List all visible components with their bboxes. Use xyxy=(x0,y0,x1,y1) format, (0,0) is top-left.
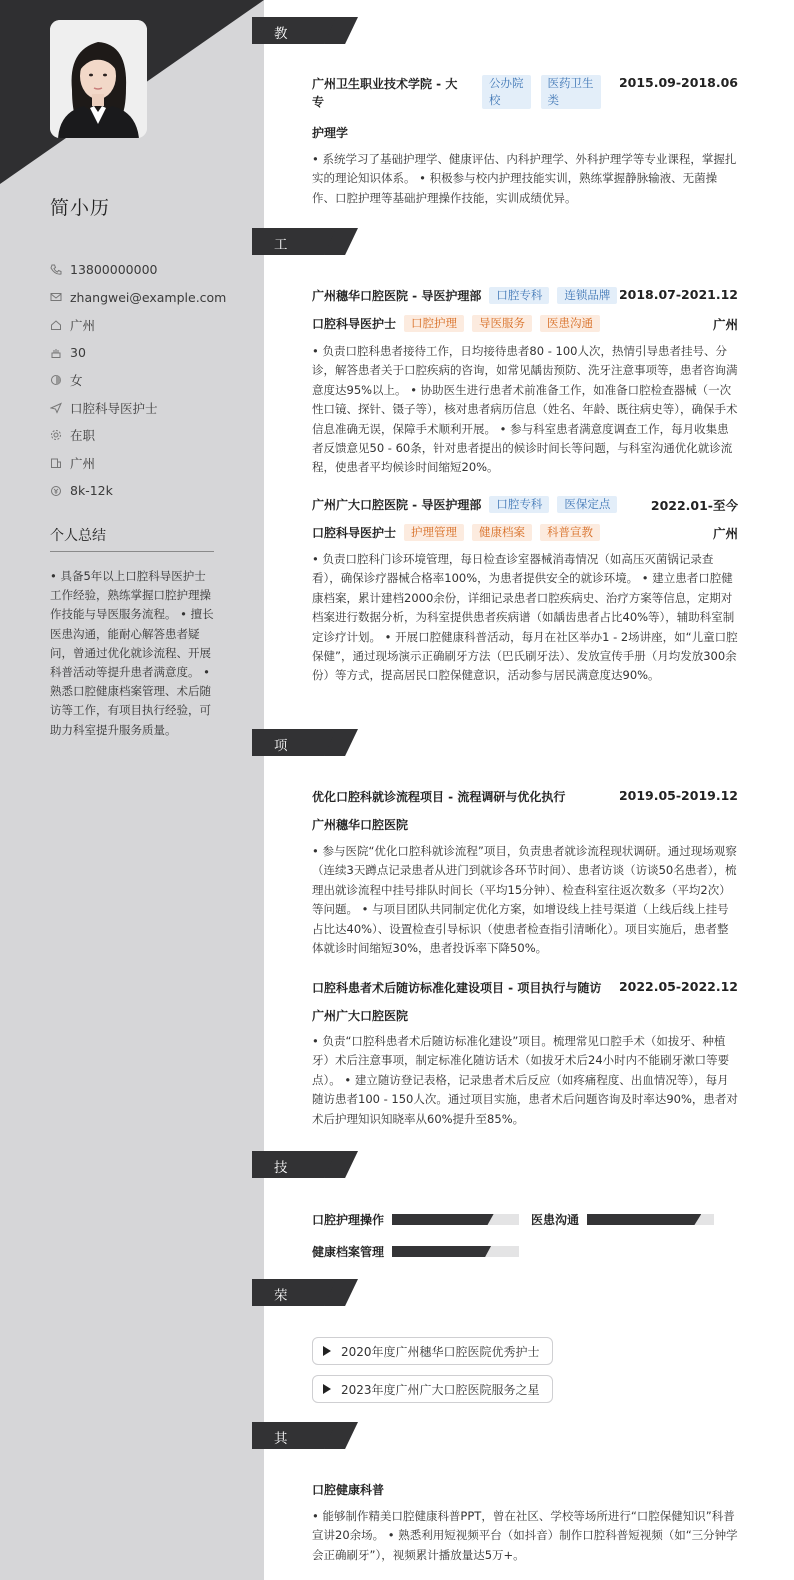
contact-item xyxy=(50,339,240,367)
contact-info-list xyxy=(50,256,240,504)
project-header xyxy=(312,788,738,806)
role-tag: 导医服务 xyxy=(472,315,532,332)
education-description: • 系统学习了基础护理学、健康评估、内科护理学、外科护理学等专业课程，掌握扎实的理论知识体系。 • 积极参与校内护理技能实训，熟练掌握静脉输液、无菌操作、口腔护理等基础护理操作技能，实训成绩优异。 xyxy=(312,152,737,205)
award-item[interactable] xyxy=(312,1337,553,1365)
education-date: 2015.09-2018.06 xyxy=(618,75,738,90)
contact-item xyxy=(50,449,240,477)
work-header xyxy=(312,496,738,514)
contact-text: 口腔科导医护士 xyxy=(70,400,158,416)
skill-level-bar xyxy=(392,1214,519,1225)
contact-text: 30 xyxy=(70,345,86,361)
main-content xyxy=(264,0,794,1580)
job-title: 口腔科导医护士 xyxy=(312,317,397,331)
contact-item xyxy=(50,366,240,394)
summary-text: • 具备5年以上口腔科导医护士工作经验，熟练掌握口腔护理操作技能与导医服务流程。 • 擅长医患沟通，能耐心解答患者疑问，曾通过优化就诊流程、开展科普活动等提升患者满意度。 • 熟悉口腔健康档案管理、术后随访等工作，有项目执行经验，可助力科室提升服务质量。 xyxy=(50,569,214,737)
section-title: 工作经历 xyxy=(274,237,289,313)
company-tag: 口腔专科 xyxy=(489,287,549,304)
project-org-row xyxy=(312,816,738,833)
contact-text: zhangwei@example.com xyxy=(70,289,227,305)
salary-icon xyxy=(50,485,62,497)
work-role-row xyxy=(312,524,738,541)
contact-item xyxy=(50,284,240,312)
company-tag: 口腔专科 xyxy=(489,496,549,513)
company-name: 广州广大口腔医院 - 导医护理部 xyxy=(312,498,482,512)
profile-name: 简小历 xyxy=(50,197,111,219)
award-text: 2020年度广州穗华口腔医院优秀护士 xyxy=(341,1344,540,1359)
contact-item xyxy=(50,394,240,422)
award-item[interactable] xyxy=(312,1375,553,1403)
other-title-row xyxy=(312,1481,738,1498)
education-tag: 医药卫生 类 xyxy=(533,75,601,109)
section-title: 其他信息 xyxy=(274,1431,289,1507)
play-icon xyxy=(323,1384,331,1394)
section-title: 教育经历 xyxy=(274,26,289,102)
contact-text: 广州 xyxy=(70,317,96,333)
project-name: 口腔科患者术后随访标准化建设项目 - 项目执行与随访 xyxy=(312,981,602,995)
role-tag: 口腔护理 xyxy=(404,315,464,332)
project-date: 2022.05-2022.12 xyxy=(618,979,738,994)
project-org: 广州穗华口腔医院 xyxy=(312,818,409,832)
education-header xyxy=(312,75,738,113)
skill-level-bar xyxy=(587,1214,714,1225)
play-icon xyxy=(323,1346,331,1356)
skill-level-fill xyxy=(587,1214,701,1225)
school-name: 广州卫生职业技术学院 - 大 专 xyxy=(312,77,458,109)
major: 护理学 xyxy=(312,126,349,140)
skill-level-bar xyxy=(392,1246,519,1257)
summary-title: 个人总结 xyxy=(50,528,106,544)
project-description: • 参与医院“优化口腔科就诊流程”项目，负责患者就诊流程现状调研。通过现场观察（连续3天蹲点记录患者从进门到就诊各环节时间）、患者访谈（访谈50名患者），梳理出就诊流程中挂号排队时间长（平均15分钟）、检查科室往返次数多（平均2次）等问题。 • 与项目团队共同制定优化方案，如增设线上挂号渠道（上线后线上挂号占比达40%）、设置检查引导标识（使患者检查指引清晰化）。项目实施后，患者整体就诊时间缩短30%，患者投诉率下降50%。 xyxy=(312,844,737,956)
project-org-row xyxy=(312,1007,738,1024)
work-description: • 负责口腔科门诊环境管理，每日检查诊室器械消毒情况（如高压灭菌锅记录查看），确保诊疗器械合格率100%，为患者提供安全的就诊环境。 • 建立患者口腔健康档案，累计建档2000余份，详细记录患者口腔疾病史、治疗方案等信息，定期对档案进行数据分析，为科室提供患者疾病谱（如龋齿患者占比40%等），辅助科室制定诊疗计划。 • 开展口腔健康科普活动，每月在社区举办1 - 2场讲座，如“儿童口腔保健”，通过现场演示正确刷牙方法（巴氏刷牙法）、发放宣传手册（月均发放300余份）等方式，提高居民口腔保健意识，活动参与居民满意度达90%。 xyxy=(312,552,738,683)
work-header xyxy=(312,287,738,305)
education-major-row xyxy=(312,124,738,141)
education-tag: 公办院 校 xyxy=(474,75,531,109)
role-tag: 医患沟通 xyxy=(540,315,600,332)
contact-item xyxy=(50,311,240,339)
age-icon xyxy=(50,347,62,359)
phone-icon xyxy=(50,264,62,276)
skill-name: 口腔护理操作 xyxy=(312,1213,385,1227)
status-icon xyxy=(50,429,62,441)
mail-icon xyxy=(50,291,62,303)
award-text: 2023年度广州广大口腔医院服务之星 xyxy=(341,1382,540,1397)
other-description: • 能够制作精美口腔健康科普PPT，曾在社区、学校等场所进行“口腔保健知识”科普宣讲20余场。 • 熟悉利用短视频平台（如抖音）制作口腔科普短视频（如“三分钟学会正确刷牙”），视频累计播放量达5万+。 xyxy=(312,1509,738,1562)
home-icon xyxy=(50,319,62,331)
role-tag: 护理管理 xyxy=(404,524,464,541)
work-city: 广州 xyxy=(712,526,738,541)
company-tag: 连锁品牌 xyxy=(557,287,617,304)
work-date: 2022.01-至今 xyxy=(650,498,738,513)
contact-text: 13800000000 xyxy=(70,262,158,278)
summary-divider xyxy=(50,551,214,552)
sidebar xyxy=(0,0,264,1580)
contact-text: 女 xyxy=(70,373,83,389)
other-title: 口腔健康科普 xyxy=(312,1483,385,1497)
skill-name: 健康档案管理 xyxy=(312,1245,385,1259)
avatar xyxy=(50,20,147,138)
contact-item xyxy=(50,422,240,450)
skill-item xyxy=(312,1243,519,1260)
work-city: 广州 xyxy=(712,317,738,332)
skill-item xyxy=(531,1211,714,1228)
contact-item xyxy=(50,256,240,284)
contact-text: 8k-12k xyxy=(70,483,113,499)
work-date: 2018.07-2021.12 xyxy=(618,287,738,302)
project-date: 2019.05-2019.12 xyxy=(618,788,738,803)
project-org: 广州广大口腔医院 xyxy=(312,1009,409,1023)
skill-level-fill xyxy=(392,1214,494,1225)
job-title: 口腔科导医护士 xyxy=(312,526,397,540)
company-name: 广州穗华口腔医院 - 导医护理部 xyxy=(312,289,482,303)
contact-item xyxy=(50,477,240,505)
project-header xyxy=(312,979,738,997)
section-title: 荣誉奖项 xyxy=(274,1288,289,1364)
gender-icon xyxy=(50,374,62,386)
work-role-row xyxy=(312,315,738,332)
skill-name: 医患沟通 xyxy=(531,1213,580,1227)
project-description: • 负责“口腔科患者术后随访标准化建设”项目。梳理常见口腔手术（如拔牙、种植牙）术后注意事项，制定标准化随访话术（如拔牙术后24小时内不能刷牙漱口等要点）。 • 建立随访登记表格，记录患者术后反应（如疼痛程度、出血情况等），每月随访患者100 - 150人次。通过项目实施，患者术后问题咨询及时率达90%，患者对术后护理知识知晓率从60%提升至85%。 xyxy=(312,1034,738,1126)
company-tag: 医保定点 xyxy=(557,496,617,513)
building-icon xyxy=(50,457,62,469)
skill-level-fill xyxy=(392,1246,491,1257)
role-tag: 科普宣教 xyxy=(540,524,600,541)
skill-item xyxy=(312,1211,519,1228)
project-name: 优化口腔科就诊流程项目 - 流程调研与优化执行 xyxy=(312,790,566,804)
work-description: • 负责口腔科患者接待工作，日均接待患者80 - 100人次，热情引导患者挂号、分诊，解答患者关于口腔疾病的咨询，如常见龋齿预防、洗牙注意事项等，患者咨询满意度达95%以上。 • 协助医生进行患者术前准备工作，如准备口腔检查器械（一次性口镜、探针、镊子等），核对患者病历信息（姓名、年龄、既往病史等），确保手术信息准确无误，保障手术顺利开展。 • 参与科室患者满意度调查工作，每月收集患者反馈意见50 - 60条，针对患者提出的候诊时间长等问题，与科室沟通优化就诊流程，使患者平均候诊时间缩短20%。 xyxy=(312,344,738,475)
send-icon xyxy=(50,402,62,414)
role-tag: 健康档案 xyxy=(472,524,532,541)
contact-text: 广州 xyxy=(70,455,96,471)
contact-text: 在职 xyxy=(70,428,96,444)
section-title: 技能专长 xyxy=(274,1160,289,1236)
section-title: 项目经历 xyxy=(274,738,289,814)
